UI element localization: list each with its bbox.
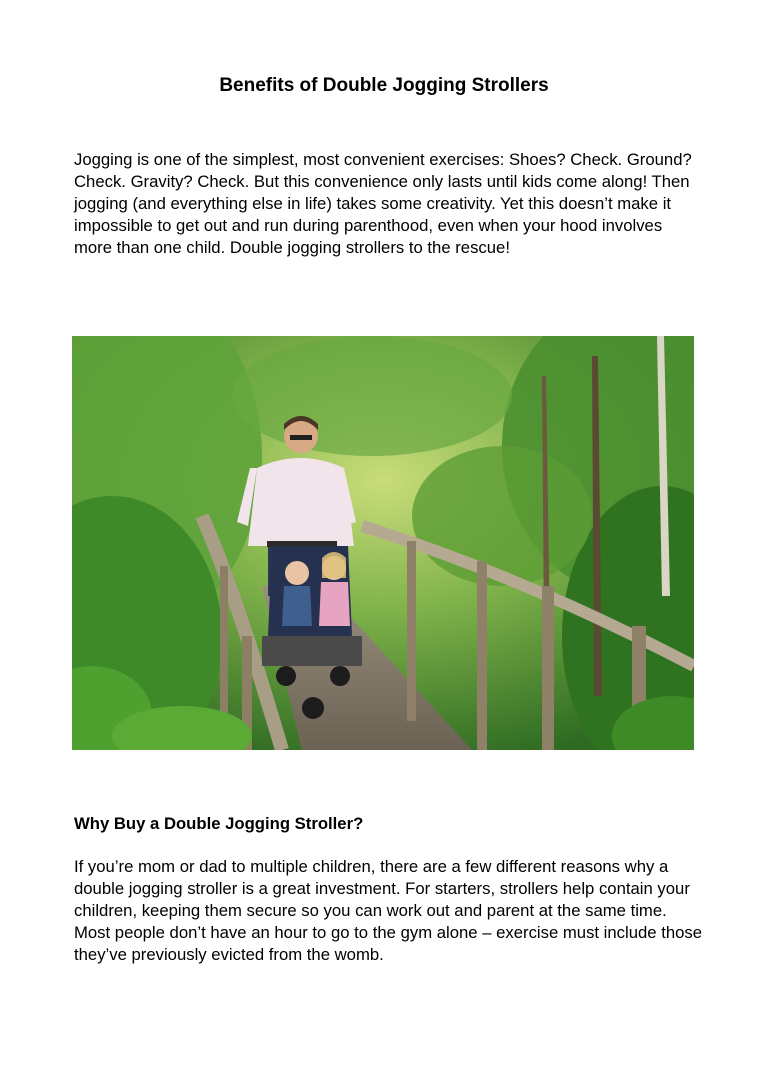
document-title: Benefits of Double Jogging Strollers — [219, 75, 549, 96]
intro-paragraph: Jogging is one of the simplest, most convenient exercises: Shoes? Check. Ground? Check. Gravity? Check. But this convenience only lasts until kids come along! Then jogging (and everything else in life) takes some creativity. Yet this doesn’t make it impossible to get out and run during parenthood, even when your hood involves more than one child. Double jogging strollers to the rescue! — [74, 150, 692, 257]
stroller-photo — [72, 336, 694, 750]
section-heading: Why Buy a Double Jogging Stroller? — [74, 814, 364, 833]
section-paragraph: If you’re mom or dad to multiple children, there are a few different reasons why a double jogging stroller is a great investment. For starters, strollers help contain your children, keeping them secure so you can work out and parent at the same time. Most people don’t have an hour to go to the gym alone – exercise must include those they’ve previously evicted from the womb. — [74, 857, 703, 964]
